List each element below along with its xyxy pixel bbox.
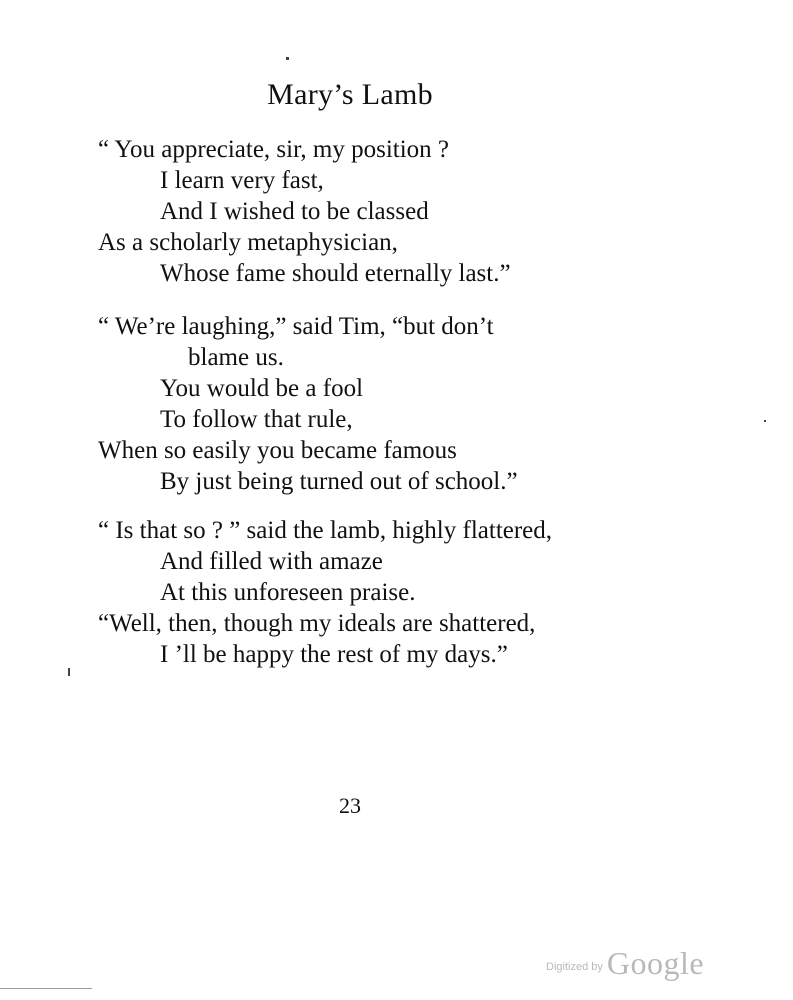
poem-line: You would be a fool — [160, 375, 364, 402]
scan-speck — [68, 668, 70, 676]
poem-line: And filled with amaze — [160, 548, 383, 575]
poem-line: By just being turned out of school.” — [160, 468, 518, 495]
watermark-brand: Google — [606, 945, 705, 981]
poem-line: At this unforeseen praise. — [160, 579, 416, 606]
poem-line: When so easily you became famous — [98, 437, 457, 464]
poem-line: “ We’re laughing,” said Tim, “but don’t — [98, 313, 494, 340]
poem-line: I learn very fast, — [160, 167, 324, 194]
poem-line: “ You appreciate, sir, my position ? — [98, 136, 450, 163]
poem-line: As a scholarly metaphysician, — [98, 229, 398, 256]
page-number: 23 — [339, 793, 361, 818]
poem-line: Whose fame should eternally last.” — [160, 260, 511, 287]
scan-speck — [764, 420, 766, 422]
poem-line: “Well, then, though my ideals are shattered, — [98, 610, 536, 637]
page-edge-line — [0, 988, 92, 989]
poem-line: To follow that rule, — [160, 406, 353, 433]
poem-line: “ Is that so ? ” said the lamb, highly flattered, — [98, 517, 553, 544]
scan-speck — [286, 57, 289, 60]
poem-line: blame us. — [188, 344, 284, 371]
watermark-prefix: Digitized by — [546, 961, 603, 973]
digitized-by-google-watermark — [546, 945, 704, 982]
page-title: Mary’s Lamb — [267, 78, 433, 111]
poem-line: And I wished to be classed — [160, 198, 429, 225]
poem-line: I ’ll be happy the rest of my days.” — [160, 641, 508, 668]
